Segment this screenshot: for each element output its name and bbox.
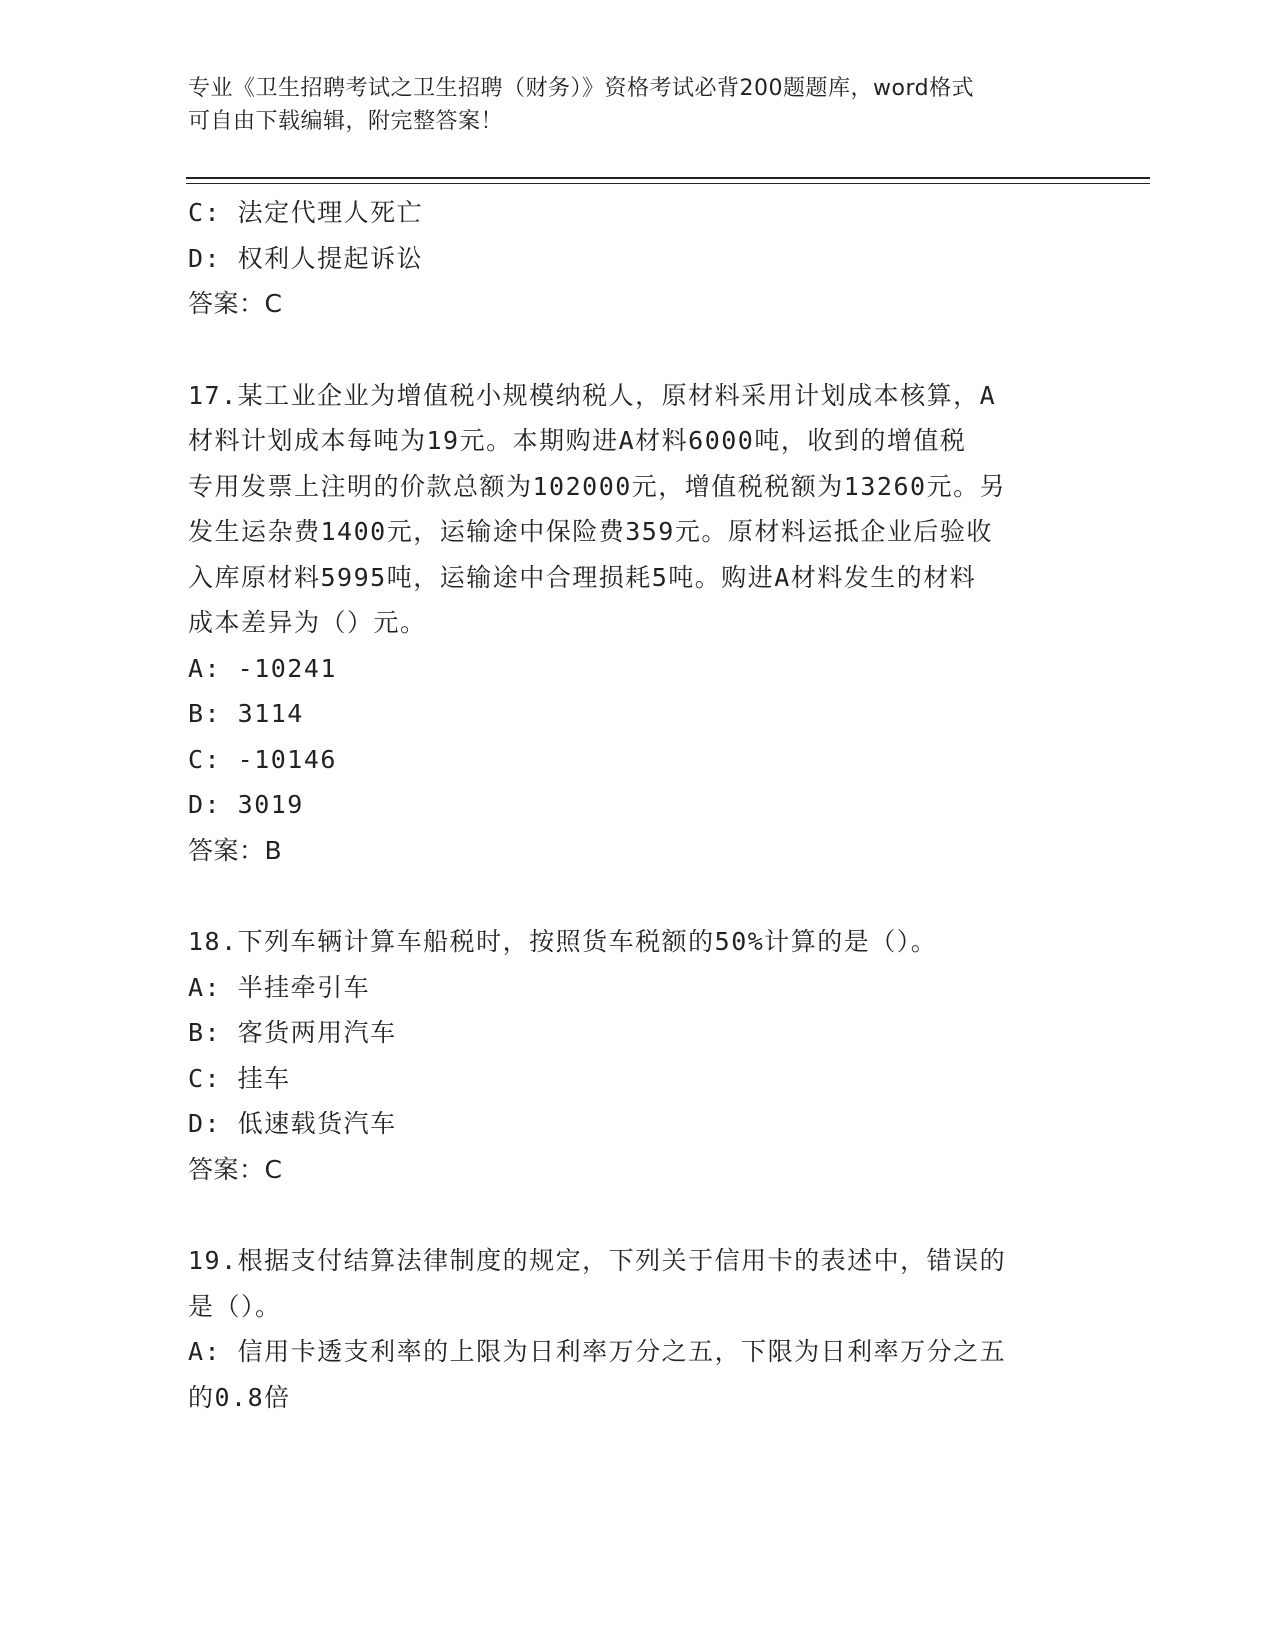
option-a: A: 半挂牵引车	[188, 972, 371, 1002]
answer-line: 答案：B	[188, 835, 283, 865]
option-d: D: 3019	[188, 790, 304, 819]
option-b: B: 3114	[188, 699, 304, 728]
question-stem-line: 入库原材料5995吨，运输途中合理损耗5吨。购进A材料发生的材料	[188, 562, 977, 592]
option-a-continued: 的0.8倍	[188, 1382, 291, 1412]
answer-line: 答案：C	[188, 1154, 283, 1184]
question-17	[188, 373, 1068, 874]
question-stem-line: 17.某工业企业为增值税小规模纳税人，原材料采用计划成本核算，A	[188, 380, 997, 410]
question-gap	[188, 873, 1068, 919]
header-title-line-1: 专业《卫生招聘考试之卫生招聘（财务）》资格考试必背200题题库，word格式	[188, 76, 975, 101]
header-divider-thick	[186, 177, 1150, 179]
option-c: C: 挂车	[188, 1063, 291, 1093]
question-stem-line: 材料计划成本每吨为19元。本期购进A材料6000吨，收到的增值税	[188, 426, 967, 455]
question-stem-line: 是（）。	[188, 1291, 282, 1321]
option-b: B: 客货两用汽车	[188, 1018, 397, 1047]
header-divider-thin	[186, 183, 1150, 184]
option-c: C: 法定代理人死亡	[188, 198, 424, 227]
option-d: D: 低速载货汽车	[188, 1109, 397, 1138]
question-stem-line: 19.根据支付结算法律制度的规定，下列关于信用卡的表述中，错误的	[188, 1246, 1007, 1275]
question-16	[188, 190, 1068, 327]
question-list	[188, 190, 1068, 1420]
option-c: C: -10146	[188, 744, 337, 774]
option-a: A: -10241	[188, 653, 337, 683]
document-header	[188, 72, 1068, 138]
header-title-line-2: 可自由下载编辑，附完整答案！	[188, 109, 504, 134]
question-stem-line: 发生运杂费1400元，运输途中保险费359元。原材料运抵企业后验收	[188, 517, 993, 546]
question-gap	[188, 1192, 1068, 1238]
option-d: D: 权利人提起诉讼	[188, 243, 424, 273]
question-18	[188, 919, 1068, 1192]
option-a: A: 信用卡透支利率的上限为日利率万分之五，下限为日利率万分之五	[188, 1337, 1007, 1366]
answer-line: 答案：C	[188, 289, 283, 318]
question-stem-line: 专用发票上注明的价款总额为102000元，增值税税额为13260元。另	[188, 471, 1007, 501]
question-stem-line: 成本差异为（）元。	[188, 608, 427, 637]
question-stem-line: 18.下列车辆计算车船税时，按照货车税额的50%计算的是（）。	[188, 927, 938, 956]
question-gap	[188, 327, 1068, 373]
question-19	[188, 1238, 1068, 1420]
